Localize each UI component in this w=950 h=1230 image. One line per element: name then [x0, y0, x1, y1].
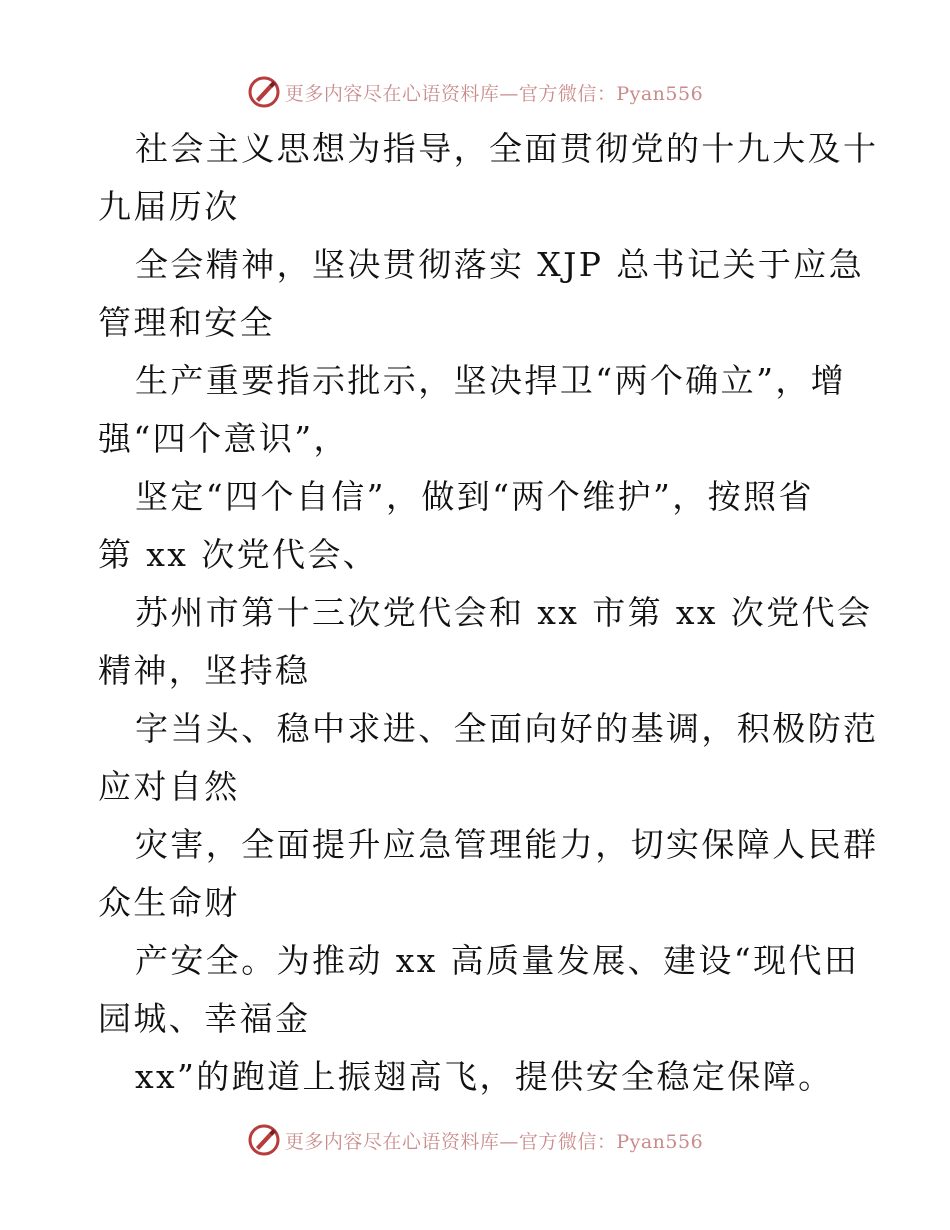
- text-line: 全会精神，坚决贯彻落实 XJP 总书记关于应急: [135, 245, 865, 284]
- text-line: 园城、幸福金: [98, 999, 311, 1038]
- text-line: 众生命财: [98, 883, 240, 922]
- text-line: 产安全。为推动 xx 高质量发展、建设“现代田: [135, 941, 860, 980]
- text-line: 应对自然: [98, 767, 240, 806]
- text-line: 精神，坚持稳: [98, 651, 311, 690]
- text-line: 强“四个意识”，: [98, 419, 349, 458]
- footer-watermark: [0, 1120, 950, 1160]
- pen-circle-logo-icon: [247, 1123, 281, 1157]
- watermark-text: 更多内容尽在心语资料库—官方微信：Pyan556: [284, 82, 704, 105]
- text-line: 九届历次: [98, 187, 240, 226]
- pen-circle-logo-icon: [247, 75, 281, 109]
- text-line: 坚定“四个自信”，做到“两个维护”，按照省: [135, 477, 814, 516]
- document-body: [98, 120, 879, 1106]
- text-line: 管理和安全: [98, 303, 275, 342]
- text-line: 第 xx 次党代会、: [98, 535, 379, 574]
- header-watermark: [0, 72, 950, 112]
- text-line: 社会主义思想为指导，全面贯彻党的十九大及十: [135, 129, 879, 168]
- text-line: xx”的跑道上振翅高飞，提供安全稳定保障。: [135, 1057, 834, 1096]
- text-line: 生产重要指示批示，坚决捍卫“两个确立”，增: [135, 361, 847, 400]
- text-line: 灾害，全面提升应急管理能力，切实保障人民群: [135, 825, 879, 864]
- watermark-text: 更多内容尽在心语资料库—官方微信：Pyan556: [284, 1130, 704, 1153]
- text-line: 苏州市第十三次党代会和 xx 市第 xx 次党代会: [135, 593, 873, 632]
- text-line: 字当头、稳中求进、全面向好的基调，积极防范: [135, 709, 879, 748]
